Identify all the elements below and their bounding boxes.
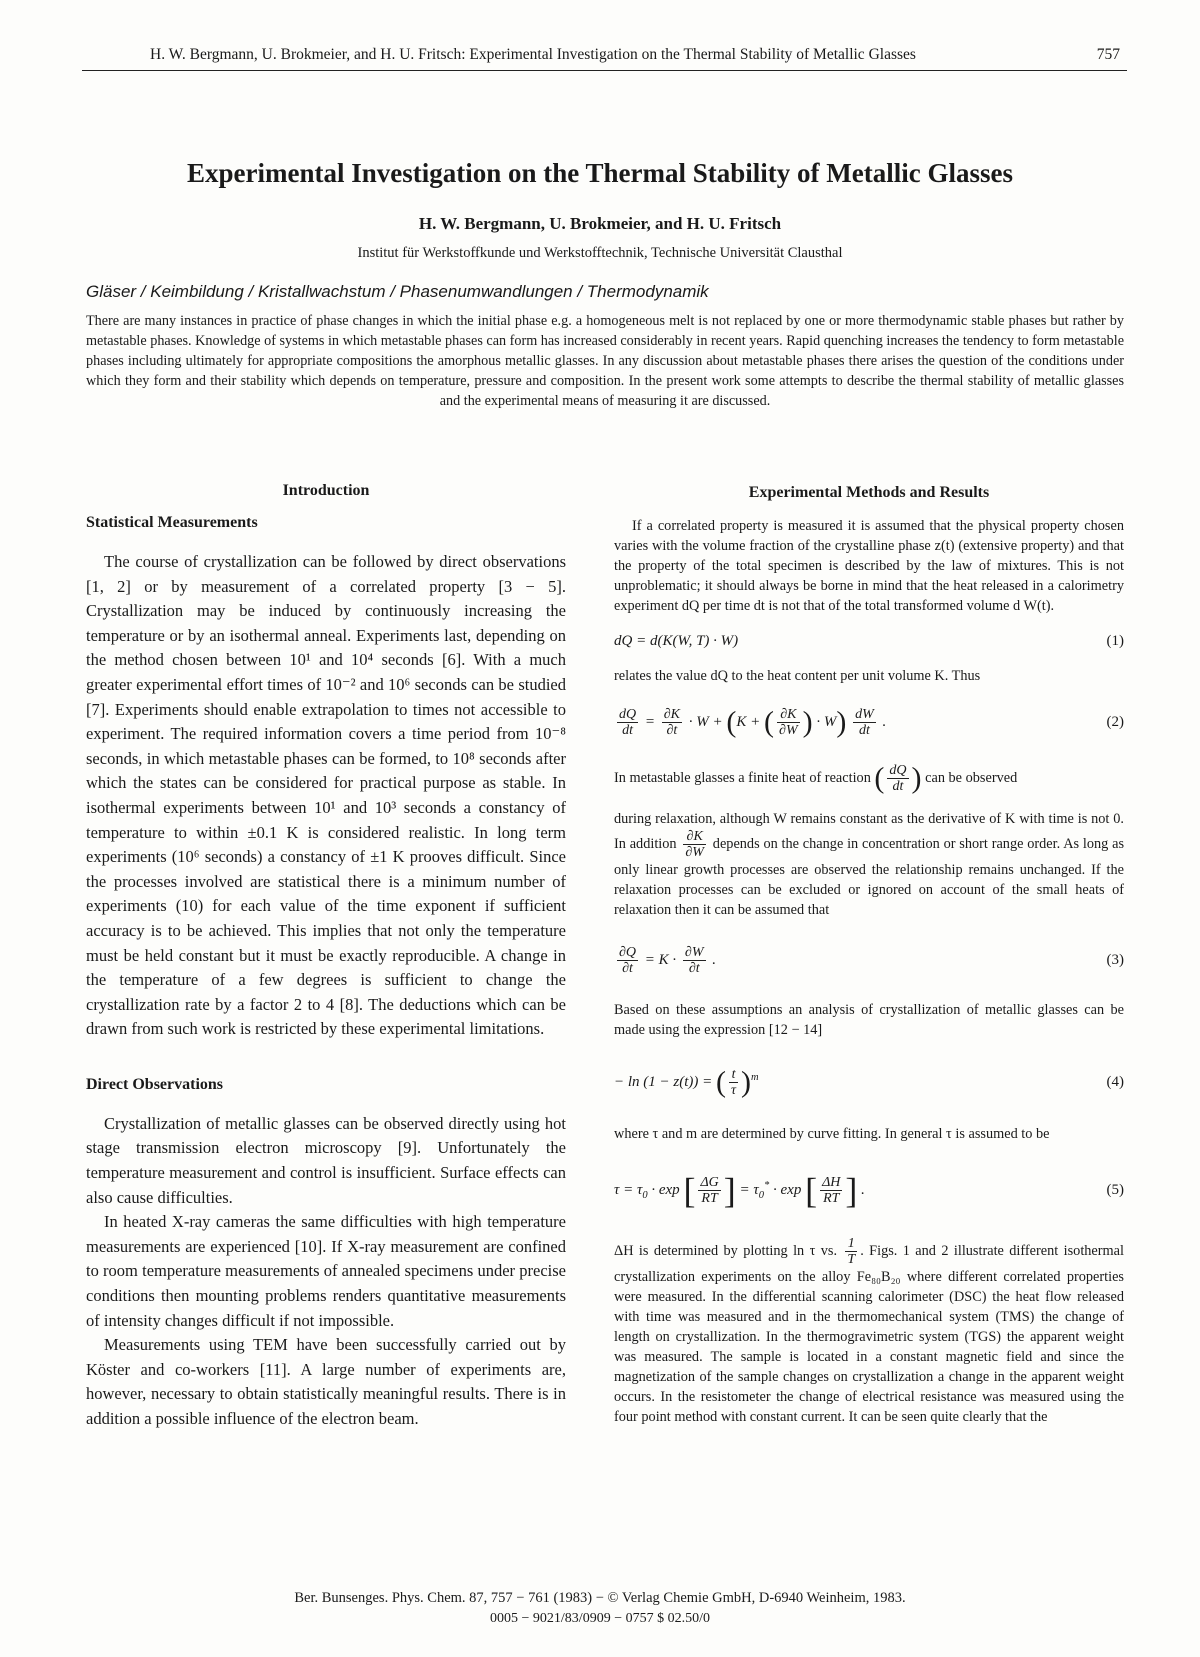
paragraph-direct-3: Measurements using TEM have been successfully carried out by Köster and co-workers [11]. A large number of experiments are, however, necessary to obtain statistically meaningful results. There is in addition a possible influence of the electron beam.	[86, 1335, 566, 1428]
paragraph-methods-3: In metastable glasses a finite heat of reaction ( $\frac{dQ}{dt}$ ) can be observed	[614, 761, 1018, 795]
paper-authors: H. W. Bergmann, U. Brokmeier, and H. U. Fritsch	[418, 214, 782, 233]
paragraph-methods-5: Based on these assumptions an analysis of crystallization of metallic glasses can be made using the expression [12 − 14]	[614, 1001, 1124, 1038]
subsection-statistical-measurements: Statistical Measurements	[86, 514, 258, 531]
equation-4-number: (4)	[1106, 1073, 1124, 1090]
equation-1-body: dQ = d(K(W, T) · W)	[614, 633, 739, 649]
paragraph-methods-6: where τ and m are determined by curve fitting. In general τ is assumed to be	[614, 1125, 1050, 1142]
section-experimental-methods: Experimental Methods and Results	[748, 484, 990, 501]
subsection-direct-observations: Direct Observations	[86, 1075, 224, 1093]
paper-title: Experimental Investigation on the Thermal Stability of Metallic Glasses	[187, 158, 1013, 188]
equation-3-number: (3)	[1106, 951, 1124, 968]
equation-5-number: (5)	[1106, 1181, 1124, 1198]
section-introduction: Introduction	[282, 482, 370, 499]
paper-keywords: Gläser / Keimbildung / Kristallwachstum / Phasenumwandlungen / Thermodynamik	[86, 282, 709, 301]
paragraph-methods-2: relates the value dQ to the heat content per unit volume K. Thus	[614, 668, 981, 684]
equation-1	[614, 626, 1124, 656]
equation-5: $\tau = \tau_0 \cdot \exp$ [ $\frac{\Delta G}{RT}$ ] = $\tau_0^* \cdot \exp$ [ $\frac{\Delta H}{RT}$ ] . (5)	[614, 1164, 1124, 1216]
equation-2-number: (2)	[1106, 714, 1124, 730]
equation-2: $\frac{dQ}{dt}$ = $\frac{\partial K}{\partial t}$ · W + (K + ( $\frac{\partial K}{\partial W}$ ) · W) $\frac{dW}{dt}$ . (2)	[614, 696, 1124, 748]
paragraph-methods-7: ΔH is determined by plotting ln τ vs. $\frac{1}{T}$ . Figs. 1 and 2 illustrate different isothermal crystallization experiments on the alloy Fe₈₀B₂₀ where different correlated properties were measured. In the differential scanning calorimeter (DSC) the heat flow released with time was measured and in the thermomechanical system (TMS) the change of length on crystallization. In the thermogravimetric system (TGS) the apparent weight was measured. The sample is located in a constant magnetic field and since the magnetization of the sample changes on crystallization a change in the apparent weight occurs. In the resistometer the change of electrical resistance was measured using the four point method with constant current. It can be seen quite clearly that the	[614, 1235, 1124, 1425]
paragraph-direct-1: Crystallization of metallic glasses can be observed directly using hot stage transmission electron microscopy [9]. Unfortunately the temperature measurement and control is insufficient. Surface effects can also cause difficulties.	[86, 1113, 566, 1207]
equation-4: − ln (1 − z(t)) = ( $\frac{t}{\tau}$ )$^m$ (4)	[614, 1060, 1124, 1104]
paragraph-statistical: The course of crystallization can be followed by direct observations [1, 2] or by measurement of a correlated property [3 − 5]. Crystallization may be induced by continuously increasing the temperature or by an isothermal anneal. Experiments last, depending on the method chosen between 10¹ and 10⁴ seconds [6]. With a much greater experimental effort times of 10⁻² and 10⁶ seconds can be studied [7]. Experiments should enable extrapolation to times not accessible to experiment. The required information covers a time period from 10⁻⁸ seconds, in which metastable phases can be formed, to 10⁸ seconds after which the states can be considered for practical purpose as stable. In isothermal experiments between 10¹ and 10³ seconds a constancy of temperature to within ±0.1 K is considered realistic. In long term experiments (10⁶ seconds) a constancy of ±1 K prooves difficult. Since the processes involved are statistical there is a minimum number of experiments (10) for each value of the time exponent if sufficient accuracy is to be achieved. This implies that not only the temperature must be held constant but it must be exactly reproducible. A change in the temperature of a few degrees is sufficient to change the crystallization rate by a factor 2 to 4 [8]. The deductions which can be drawn from such work is restricted by these experimental limitations.	[86, 552, 566, 1039]
footer-citation: Ber. Bunsenges. Phys. Chem. 87, 757 − 761 (1983) − © Verlag Chemie GmbH, D-6940 Weinheim, 1983.	[294, 1590, 906, 1606]
paper-affiliation: Institut für Werkstoffkunde und Werkstofftechnik, Technische Universität Clausthal	[357, 245, 843, 261]
left-column	[86, 482, 566, 1432]
header-rule	[82, 70, 1127, 71]
equation-3: $\frac{\partial Q}{\partial t}$ = K · $\frac{\partial W}{\partial t}$ . (3)	[614, 940, 1124, 980]
paragraph-direct-2: In heated X-ray cameras the same difficulties with high temperature measurements are experienced [10]. If X-ray measurement are confined to room temperature measurements of annealed specimens under precise conditions then mounting problems renders quantitative measurements of intensity changes difficult if not impossible.	[86, 1212, 566, 1330]
running-head: H. W. Bergmann, U. Brokmeier, and H. U. Fritsch: Experimental Investigation on the Thermal Stability of Metallic Glasses	[150, 46, 916, 63]
paragraph-methods-1: If a correlated property is measured it is assumed that the physical property chosen varies with the volume fraction of the crystalline phase z(t) (extensive property) and that the property of the total specimen is described by the law of mixtures. This is not unproblematic; it should always be borne in mind that the heat released in a calorimetry experiment dQ per time dt is not that of the total transformed volume d W(t).	[614, 518, 1124, 614]
page-number: 757	[1096, 46, 1120, 63]
paragraph-methods-4: during relaxation, although W remains constant as the derivative of K with time is not 0. In addition $\frac{\partial K}{\partial W}$ depends on the change in concentration or short range order. As long as only linear growth processes are observed the relationship remains unchanged. If the relaxation processes can be excluded or ignored on account of the small heats of relaxation then it can be assumed that	[614, 810, 1125, 918]
footer-code: 0005 − 9021/83/0909 − 0757 $ 02.50/0	[490, 1611, 710, 1626]
equation-1-number: (1)	[1106, 633, 1124, 649]
right-column	[614, 484, 1124, 1427]
paper-abstract: There are many instances in practice of phase changes in which the initial phase e.g. a homogeneous melt is not replaced by one or more thermodynamic stable phases but rather by metastable phases. Knowledge of systems in which metastable phases can form has increased considerably in recent years. Rapid quenching increases the tendency to form metastable phases including ultimately for appropriate compositions the amorphous metallic glasses. In any discussion about metastable phases there arises the question of the conditions under which they form and their stability which depends on temperature, pressure and composition. In the present work some attempts to describe the thermal stability of metallic glasses and the experimental means of measuring it are discussed.	[86, 313, 1124, 409]
